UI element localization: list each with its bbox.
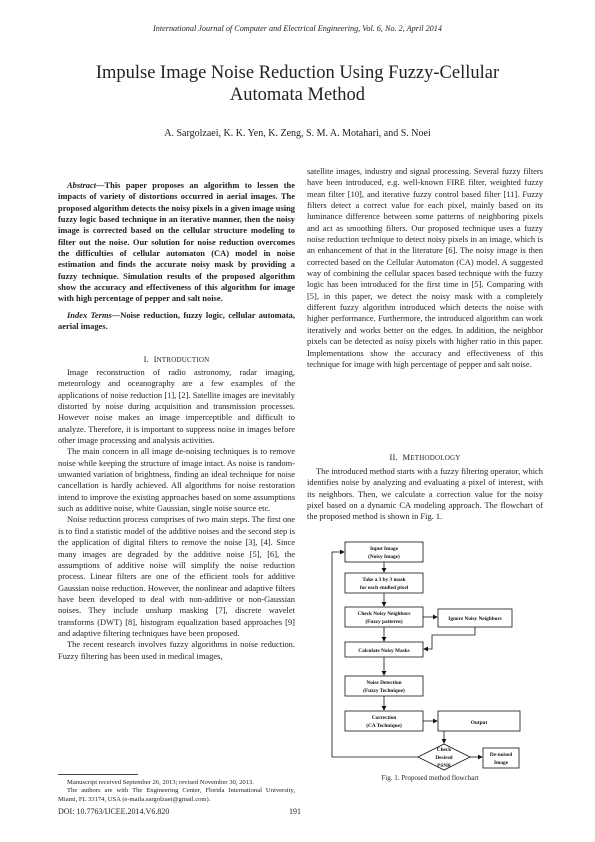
box3-line1: Check Noisy Neighbors: [357, 611, 411, 617]
diamond-line3: PSNR: [437, 763, 451, 769]
box6-line2: (CA Technique): [366, 723, 402, 729]
abstract-label: Abstract: [67, 180, 97, 190]
box6-line1: Correction: [371, 715, 397, 721]
journal-header: International Journal of Computer and Electrical Engineering, Vol. 6, No. 2, April 2014: [153, 24, 442, 33]
box4-label: Calculate Noisy Masks: [358, 648, 410, 654]
paragraph: satellite images, industry and signal processing. Several fuzzy filters have been introduced, e.g. well-known FIRE filter, weighted fuzzy mean filter [10], and iterative fuzzy control based filter [11]. Fuzzy filters detect a correct value for each pixel, mainly based on its luminance difference between some patterns of neighboring pixels and act as smoothing filters. Our proposed technique uses a fuzzy noise reduction technique to detect noisy pixels in an image, which is an enhancement of that in the literature [6]. The noisy image is then corrected based on the Cellular Automaton (CA) model. A suggested way of combining the cellular spaces based technique with the fuzzy logic has been introduced for the first time in [5]. Comparing with [5], in this paper, we detect the noisy mask with a completely different fuzzy algorithm introduced which detects the noise with higher performance. Furthermore, the introduced algorithm can work iteratively and works better on the edges. In addition, the neighbor pixels can be detected as noisy pixels with higher ratio in this paper. Implementations show the accuracy and effectiveness of this technique for image with high percentage of pepper and salt noise.: [307, 166, 543, 369]
page-number: 191: [289, 807, 301, 816]
index-terms-label: Index Terms: [67, 310, 112, 320]
paragraph: The introduced method starts with a fuzzy filtering operator, which identifies noise by analyzing and evaluating a pixel of interest, with its neighbors. Then, we calculate a correction value for the noisy pixel based on a dynamic CA modeling approach. The flowchart of the proposed method is shown in Fig. 1.: [307, 466, 543, 522]
box2-line2: for each studied pixel: [359, 585, 409, 591]
paragraph: Noise reduction process comprises of two main steps. The first one is to find a statistic model of the additive noises and the second step is the application of digital filters to remove the noise [3], [4]. Since many images are degraded by the additive noise [5], [6], the assumptions of additive noise will simplify the noise reduction process. Linear filters are one of the efficient tools for additive Gaussian noise reduction. However, the nonlinear and adaptive filters have been developed to deal with non-additive or non-Gaussian noises. They include unsharp masking [7], discrete wavelet transforms (DWT) [8], histogram equalization based approaches [9] and adaptive filtering techniques have been proposed.: [58, 514, 295, 638]
abstract-text: —This paper proposes an algorithm to lessen the impacts of variety of distortions occurred in aerial images. The proposed algorithm detects the noisy pixels in a given image using fuzzy logic based technique in an iterative manner, then the noisy image is corrected based on the cellular structure modeling to filter out the noise. Our solution for noise reduction overcomes the difficulties of cellular automaton (CA) model in noise estimation and finds the accurate noisy mask by providing a fuzzy technique. Simulation results of the proposed algorithm show the accuracy and effectiveness of this algorithm for image with high percentage of pepper and salt noise.: [58, 180, 295, 304]
diamond-line2: Desired: [435, 755, 453, 761]
ignore-label: Ignore Noisy Neighbors: [448, 616, 502, 622]
box1-line1: Input Image: [369, 546, 399, 552]
denoised-line2: Image: [493, 760, 509, 766]
doi: DOI: 10.7763/IJCEE.2014.V6.820: [58, 807, 170, 816]
paragraph: Image reconstruction of radio astronomy, radar imaging, meteorology and oceanography are a few examples of the applications of noise reduction [1], [2]. Satellite images are inevitably distorted by noise during acquisition and transmission processes. However noise makes an image imperceptible and difficult to analyze. Therefore, it is important to suppress noise in images before other image processing and analysis activities.: [58, 367, 295, 446]
diamond-line1: Check: [436, 747, 452, 753]
box1-line2: (Noisy Image): [368, 554, 400, 560]
box5-line2: (Fuzzy Technique): [363, 688, 405, 694]
paragraph: The recent research involves fuzzy algorithms in noise reduction. Fuzzy filtering has been used in medical images,: [58, 639, 295, 661]
footnote-received: Manuscript received September 26, 2013; revised November 30, 2013.: [67, 779, 254, 786]
output-label: Output: [470, 720, 488, 726]
box2-line1: Take a 3 by 3 mask: [362, 577, 406, 583]
paragraph: The main concern in all image de-noising techniques is to remove noise while keeping the structure of image intact. As noise is random-unwanted variation of brightness, finding an ideal technique for noise cancellation is hardly achieved. All algorithms for noise restoration intend to improve the existing approaches based on some assumptions such as additive noise, white Gaussian, single noise source etc.: [58, 446, 295, 514]
footnote-affiliation: The authors are with The Engineering Center, Florida International University, Miami, FL 33174, USA (e-maila.sargolzaei@gmail.com).: [58, 787, 295, 803]
paper-authors: A. Sargolzaei, K. K. Yen, K. Zeng, S. M. A. Motahari, and S. Noei: [164, 128, 431, 139]
figure-caption: Fig. 1. Proposed method flowchart: [381, 774, 479, 782]
index-terms-text: —Noise reduction, fuzzy logic, cellular automata, aerial images.: [58, 310, 295, 332]
section-heading-introduction: I. INTRODUCTION: [143, 354, 210, 364]
box3-line2: (Fuzzy patterns): [365, 619, 403, 625]
section-heading-methodology: II. METHODOLOGY: [389, 452, 461, 462]
denoised-line1: De-noised: [489, 752, 513, 758]
paper-title: Impulse Image Noise Reduction Using Fuzzy-Cellular Automata Method: [95, 63, 500, 105]
box5-line1: Noise Detection: [366, 680, 402, 686]
